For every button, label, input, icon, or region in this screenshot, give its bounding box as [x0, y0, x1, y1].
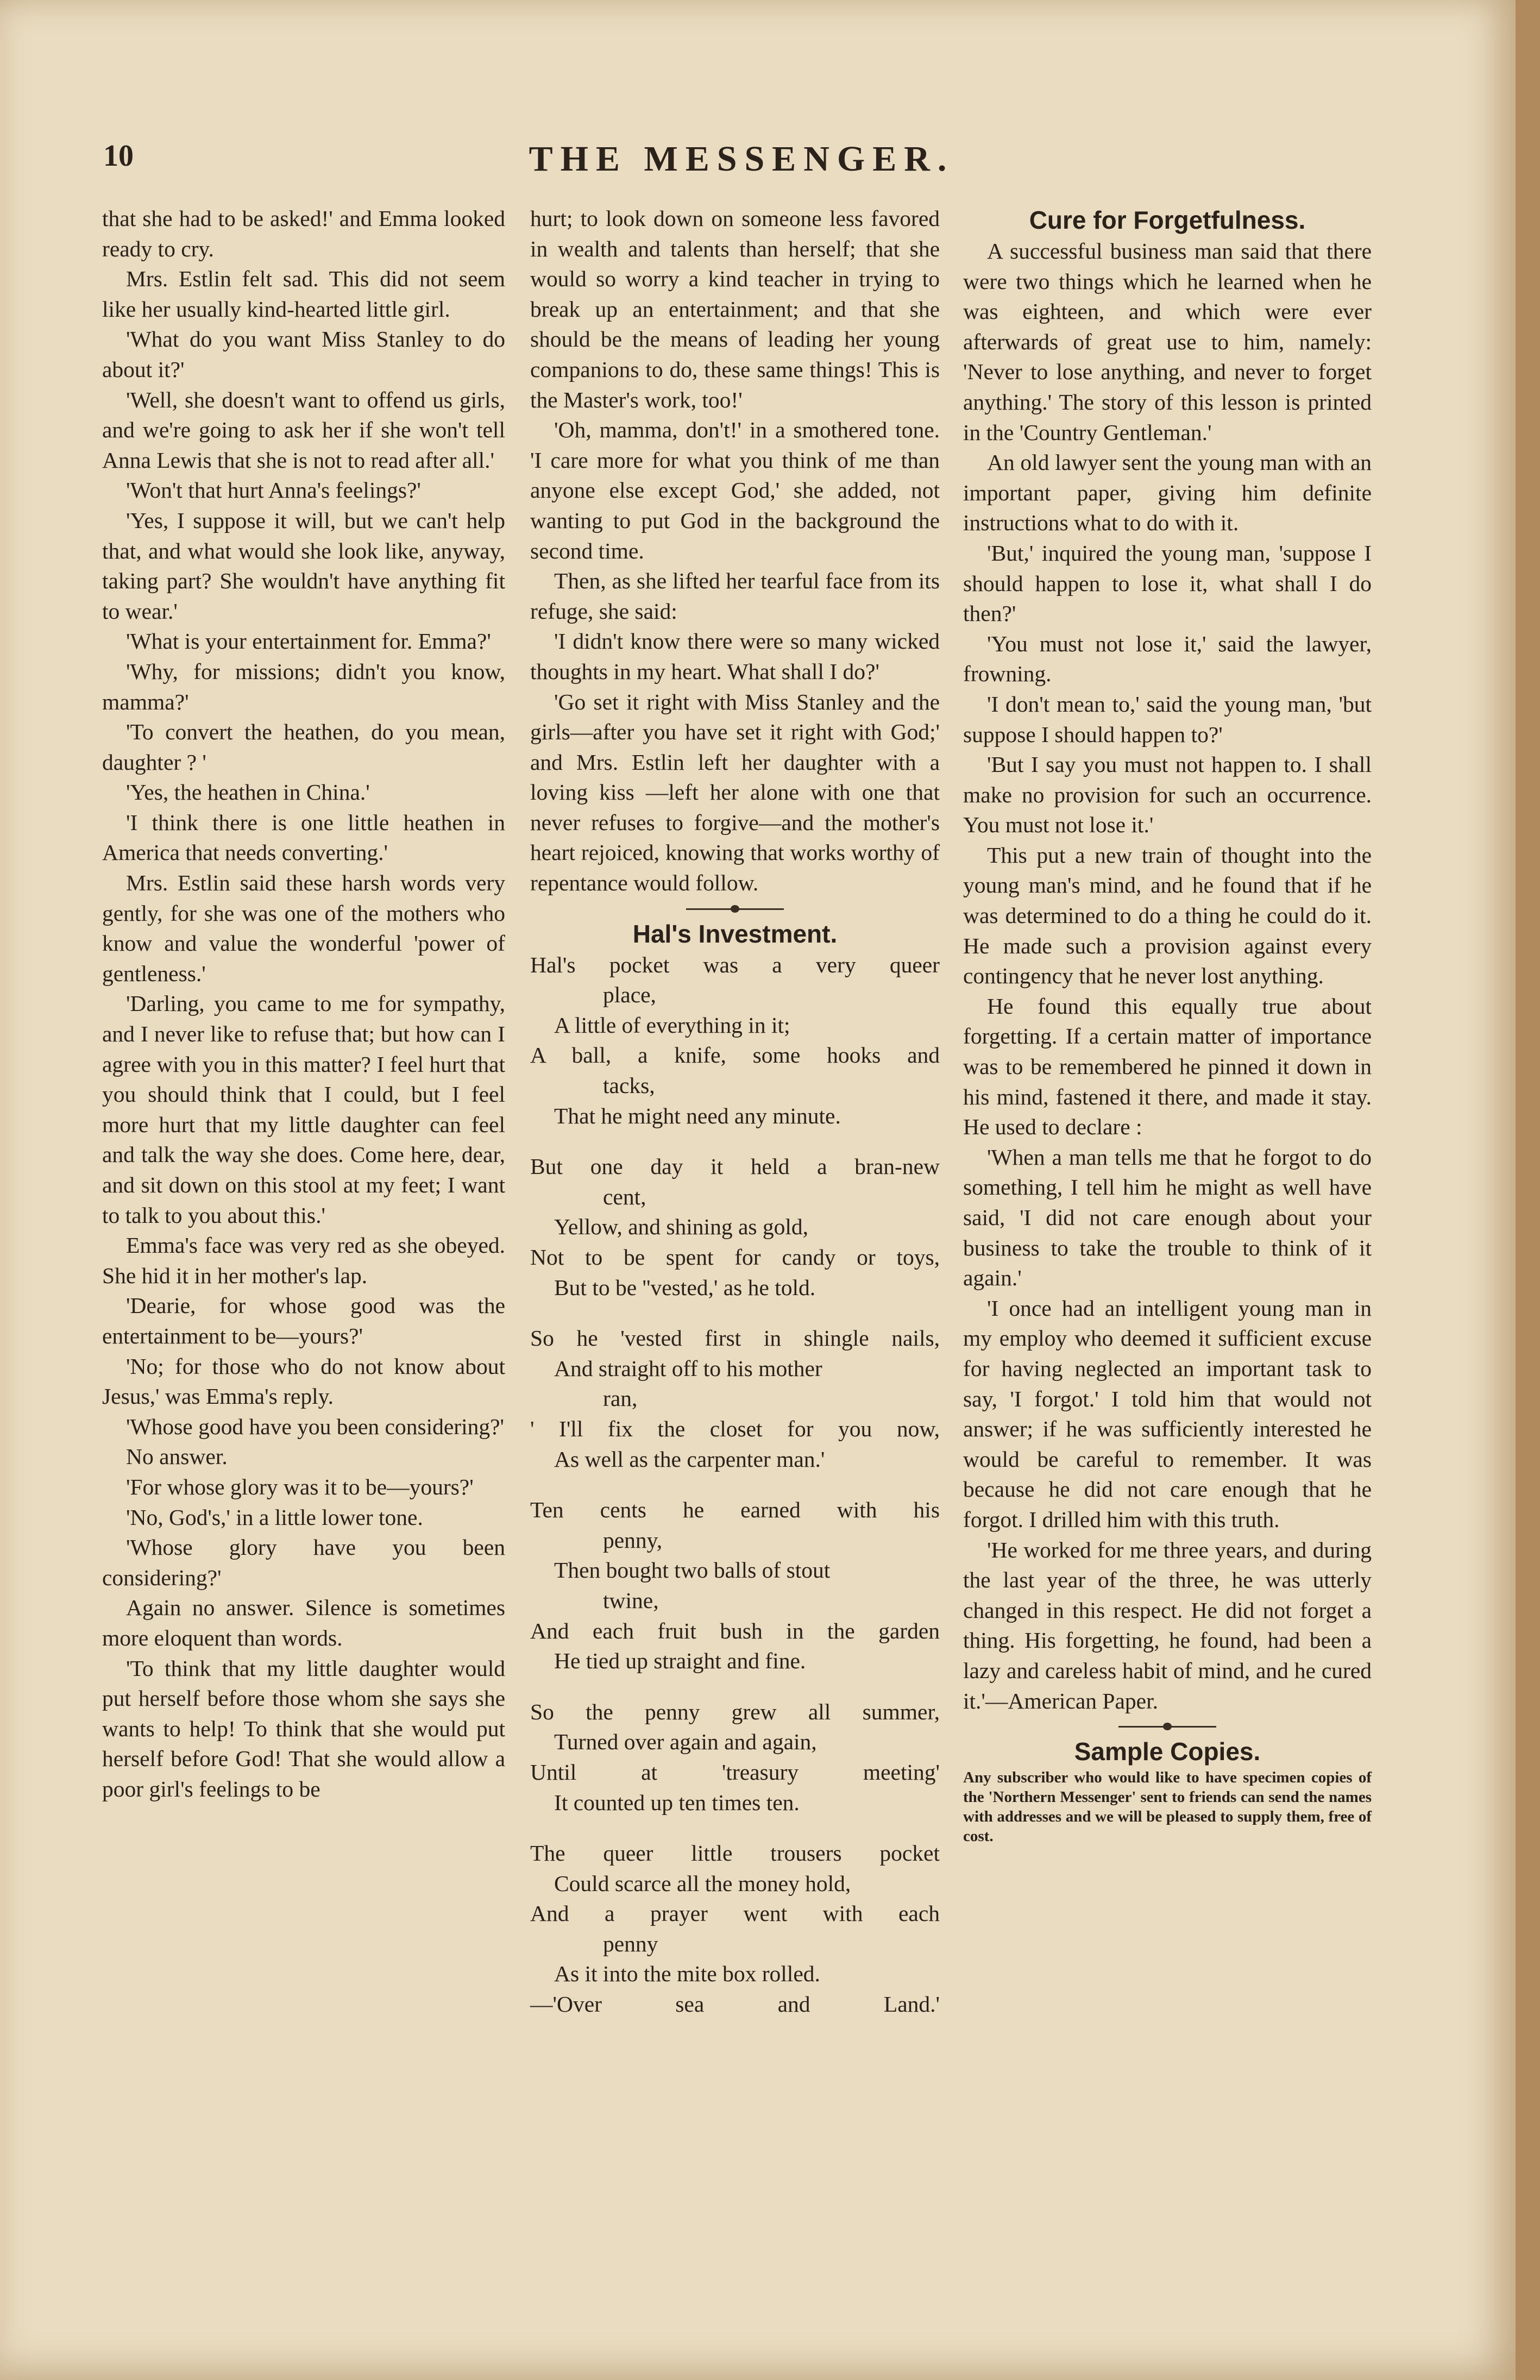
- poem-stanza: [530, 1323, 940, 1474]
- poem-stanza: [530, 1697, 940, 1818]
- poem-line: tacks,: [603, 1073, 655, 1098]
- paragraph: 'You must not lose it,' said the lawyer, frowning.: [963, 631, 1372, 687]
- column-forgetfulness: [963, 204, 1372, 1846]
- poem-line: The queer little trousers pocket: [530, 1841, 940, 1866]
- poem-line: place,: [603, 982, 656, 1008]
- paragraph: 'Darling, you came to me for sympathy, and I never like to refuse that; but how can I agree with you in this matter? I feel hurt that you should think that I could, but I feel more hurt that my little daughter can feel and talk the way she does. Come here, dear, and sit down on this stool at my feet; I want to talk to you about this.': [102, 991, 505, 1228]
- poem-line: penny,: [603, 1527, 663, 1553]
- poem-line: cent,: [603, 1184, 646, 1209]
- paragraph: 'What is your entertainment for. Emma?': [126, 629, 491, 654]
- poem-line: Ten cents he earned with his: [530, 1497, 940, 1523]
- poem-line: So the penny grew all summer,: [530, 1699, 940, 1724]
- poem-line: Turned over again and again,: [554, 1729, 817, 1755]
- article-body: [963, 236, 1372, 1716]
- column-story-and-poem: [530, 204, 940, 2040]
- paragraph: 'He worked for me three years, and during the last year of the three, he was utterly changed in this respect. He did not forget a thing. His forgetting, he found, had been a lazy and careless habit of mind, and he cured it.'—American Paper.: [963, 1537, 1372, 1713]
- section-divider: [1118, 1726, 1216, 1728]
- masthead-title: THE MESSENGER.: [529, 139, 954, 179]
- poem-line: It counted up ten times ten.: [554, 1789, 800, 1815]
- paragraph: He found this equally true about forgetting. If a certain matter of importance was to be remembered he pinned it down in his mind, fastened it there, and made it stay. He used to declare :: [963, 993, 1372, 1140]
- paragraph: 'When a man tells me that he forgot to do something, I tell him he might as well have said, 'I did not care enough about your business to take the trouble to think of it again.': [963, 1144, 1372, 1291]
- paragraph: 'But I say you must not happen to. I shall make no provision for such an occurrence. You must not lose it.': [963, 752, 1372, 838]
- paragraph: Then, as she lifted her tearful face from its refuge, she said:: [530, 568, 940, 624]
- page-number: 10: [103, 139, 134, 173]
- notice-text: Any subscriber who would like to have specimen copies of the 'Northern Messenger' sent to friends can send the names with addresses and we will be pleased to supply them, free of cost.: [963, 1769, 1372, 1845]
- story-conclusion: [530, 204, 940, 899]
- poem-line: And each fruit bush in the garden: [530, 1618, 940, 1643]
- notice-title: Sample Copies.: [1074, 1737, 1261, 1766]
- poem-line: A ball, a knife, some hooks and: [530, 1043, 940, 1068]
- paragraph: No answer.: [126, 1444, 228, 1470]
- paragraph: 'Go set it right with Miss Stanley and the girls—after you have set it right with God;' and Mrs. Estlin left her daughter with a loving kiss —left her alone with one that never refuses to forgive—and the mother's heart rejoiced, knowing that works worthy of repentance would follow.: [530, 689, 940, 896]
- poem-title: Hal's Investment.: [632, 919, 838, 948]
- paragraph: 'Whose glory have you been considering?': [102, 1535, 505, 1590]
- paragraph: 'For whose glory was it to be—yours?': [126, 1474, 474, 1499]
- page-header: [103, 139, 1380, 198]
- poem-line: But to be ''vested,' as he told.: [554, 1274, 816, 1300]
- poem-line: As well as the carpenter man.': [554, 1446, 825, 1472]
- poem-stanza: [530, 1838, 940, 2020]
- paragraph: 'Yes, I suppose it will, but we can't help that, and what would she look like, anyway, taking part? She wouldn't have anything fit to wear.': [102, 507, 505, 624]
- poem-line: Could scarce all the money hold,: [554, 1870, 851, 1896]
- paragraph: 'No; for those who do not know about Jesus,' was Emma's reply.: [102, 1353, 505, 1409]
- poem-line: That he might need any minute.: [554, 1103, 841, 1128]
- paragraph: 'To think that my little daughter would put herself before those whom she says she wants to help! To think that she would put herself before God! That she would allow a poor girl's feelings to be: [102, 1655, 505, 1801]
- poem-stanza: [530, 1152, 940, 1303]
- poem-line: And straight off to his mother: [554, 1355, 822, 1381]
- paragraph: Mrs. Estlin felt sad. This did not seem like her usually kind-hearted little girl.: [102, 266, 505, 322]
- article-title: Cure for Forgetfulness.: [1029, 206, 1306, 234]
- paragraph: Mrs. Estlin said these harsh words very gently, for she was one of the mothers who know and value the wonderful 'power of gentleness.': [102, 870, 505, 986]
- section-divider: [686, 908, 784, 910]
- poem-line: Not to be spent for candy or toys,: [530, 1245, 940, 1270]
- column-story-continued: [102, 204, 505, 1804]
- paragraph: Again no answer. Silence is sometimes more eloquent than words.: [102, 1595, 505, 1650]
- poem-line: Yellow, and shining as gold,: [554, 1214, 809, 1240]
- poem-line: Hal's pocket was a very queer: [530, 952, 940, 977]
- poem-line: A little of everything in it;: [554, 1012, 790, 1038]
- poem-line: And a prayer went with each: [530, 1901, 940, 1926]
- paragraph: 'What do you want Miss Stanley to do about it?': [102, 326, 505, 382]
- paragraph: 'Won't that hurt Anna's feelings?': [126, 478, 421, 503]
- poem-line: Then bought two balls of stout: [554, 1558, 831, 1583]
- paragraph: 'I once had an intelligent young man in my employ who deemed it sufficient excuse for having neglected an important task to say, 'I forgot.' I told him that would not answer; if he was sufficiently interested he would be careful to remember. It was because he did not care enough that he forgot. I drilled him with this truth.: [963, 1295, 1372, 1532]
- poem-line: —'Over sea and Land.': [530, 1992, 940, 2017]
- poem-line: As it into the mite box rolled.: [554, 1961, 820, 1987]
- poem-line: He tied up straight and fine.: [554, 1648, 806, 1674]
- poem-stanza: [530, 950, 940, 1132]
- poem-line: But one day it held a bran-new: [530, 1154, 940, 1179]
- paragraph: 'To convert the heathen, do you mean, daughter ? ': [102, 719, 505, 775]
- poem-line: penny: [603, 1931, 658, 1956]
- paragraph: 'Dearie, for whose good was the entertainment to be—yours?': [102, 1293, 505, 1348]
- paragraph: 'I don't mean to,' said the young man, 'but suppose I should happen to?': [963, 691, 1372, 747]
- paragraph: that she had to be asked!' and Emma looked ready to cry.: [102, 206, 505, 261]
- paragraph: An old lawyer sent the young man with an important paper, giving him definite instructions what to do with it.: [963, 450, 1372, 536]
- poem-line: ran,: [603, 1386, 638, 1411]
- paragraph: 'Yes, the heathen in China.': [126, 780, 370, 805]
- poem-line: Until at 'treasury meeting': [530, 1759, 940, 1785]
- page-edge: [1516, 0, 1540, 2380]
- paragraph: 'Oh, mamma, don't!' in a smothered tone. 'I care more for what you think of me than anyone else except God,' she added, not wanting to put God in the background the second time.: [530, 417, 940, 563]
- paragraph: This put a new train of thought into the young man's mind, and he found that if he was determined to do a thing he could do it. He made such a provision against every contingency that he never lost anything.: [963, 842, 1372, 989]
- paragraph: 'I didn't know there were so many wicked thoughts in my heart. What shall I do?': [530, 629, 940, 684]
- paragraph: Emma's face was very red as she obeyed. She hid it in her mother's lap.: [102, 1233, 505, 1288]
- poem-line: So he 'vested first in shingle nails,: [530, 1326, 940, 1351]
- paragraph: A successful business man said that there were two things which he learned when he was eighteen, and which were ever afterwards of great use to him, namely: 'Never to lose anything, and never to forget anything.' The story of this lesson is printed in the 'Country Gentleman.': [963, 238, 1372, 445]
- poem-stanza: [530, 1495, 940, 1676]
- poem-line: ' I'll fix the closet for you now,: [530, 1416, 940, 1441]
- paragraph: 'Why, for missions; didn't you know, mamma?': [102, 658, 505, 714]
- paragraph: 'Whose good have you been considering?': [126, 1414, 505, 1439]
- paragraph: hurt; to look down on someone less favored in wealth and talents than herself; that she would so worry a kind teacher in trying to break up an entertainment; and that she should be the means of leading her young companions to do, these same things! This is the Master's work, too!': [530, 206, 940, 412]
- paragraph: 'I think there is one little heathen in America that needs converting.': [102, 809, 505, 865]
- paragraph: 'Well, she doesn't want to offend us girls, and we're going to ask her if she won't tell Anna Lewis that she is not to read after all.': [102, 387, 505, 473]
- paragraph: 'But,' inquired the young man, 'suppose I should happen to lose it, what shall I do then?': [963, 540, 1372, 626]
- poem-line: twine,: [603, 1587, 659, 1613]
- poem-body: [530, 950, 940, 2020]
- paragraph: 'No, God's,' in a little lower tone.: [126, 1504, 423, 1530]
